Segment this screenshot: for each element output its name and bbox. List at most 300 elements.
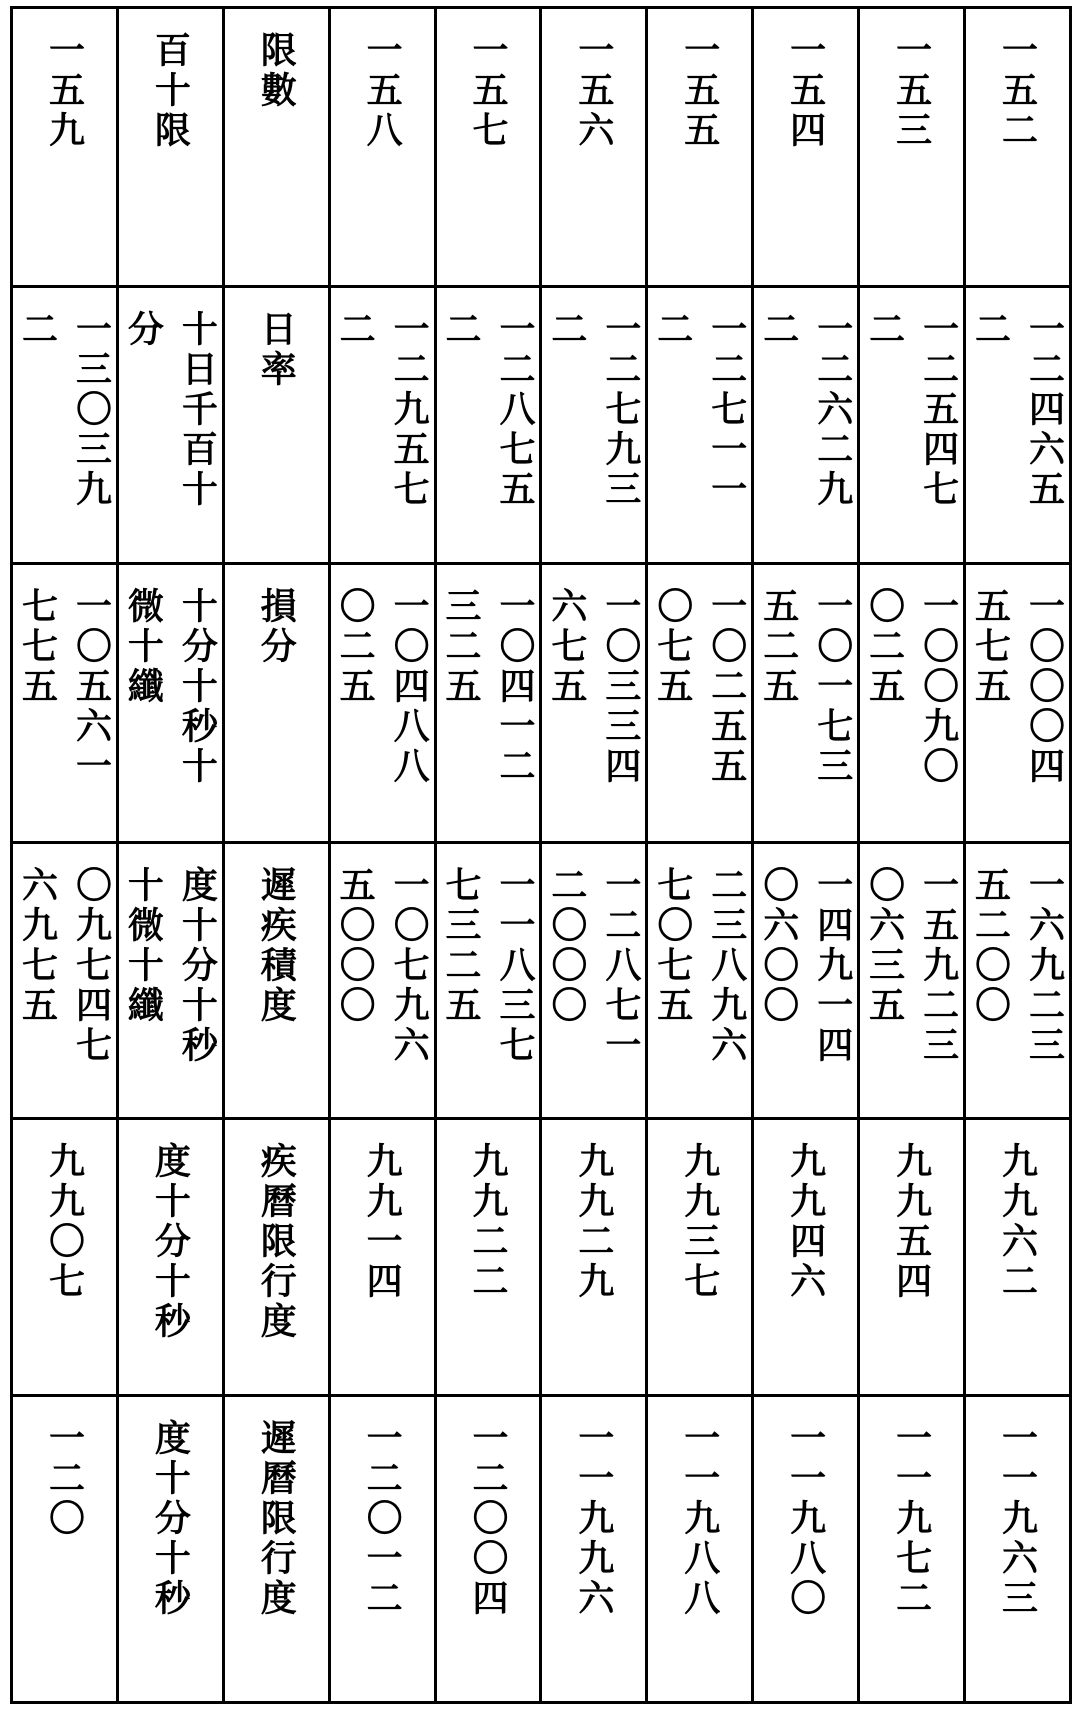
vertical-text-line [441, 310, 481, 350]
vertical-text-line [919, 587, 959, 787]
vertical-text-line [971, 310, 1011, 350]
vertical-text-line [759, 587, 799, 707]
table-cell [329, 286, 435, 563]
cell-text: 九九〇七 [43, 1142, 86, 1303]
table-cell [541, 8, 647, 287]
vertical-text-line [919, 866, 959, 1066]
vertical-text-line [998, 31, 1038, 151]
cell-text: 一一九七二 [890, 1419, 933, 1620]
table-cell [965, 1119, 1071, 1396]
table-cell [541, 286, 647, 563]
table-cell [223, 286, 329, 563]
day-rate-row [12, 286, 1071, 563]
cell-text: 損分 [255, 586, 298, 667]
vertical-text-line [362, 31, 402, 151]
cell-text-columns [863, 586, 960, 835]
table-cell [223, 1119, 329, 1396]
table-cell [117, 286, 223, 563]
vertical-text-line [653, 310, 693, 350]
cell-text-columns [125, 31, 216, 279]
cell-text-columns [337, 1142, 428, 1388]
table-cell [12, 563, 118, 842]
vertical-text-line [786, 31, 826, 151]
vertical-text-line [256, 31, 296, 111]
cell-text-columns [337, 1419, 428, 1695]
cell-text-columns [231, 1419, 322, 1695]
vertical-text-line [123, 310, 163, 350]
cell-text: 二 [334, 309, 377, 350]
cell-text: 二 [757, 309, 800, 350]
cell-text: 一〇五六一 [70, 586, 113, 787]
cell-text-columns [651, 586, 748, 835]
cell-text: 日率 [255, 309, 298, 390]
cell-text: 九九六二 [996, 1142, 1039, 1303]
cell-text-columns [654, 1142, 745, 1388]
vertical-text-line [495, 587, 535, 787]
vertical-text-line [71, 310, 111, 510]
cell-text: 二 [440, 309, 483, 350]
cell-text: 一二八七五 [494, 309, 537, 510]
table-cell [329, 563, 435, 842]
cell-text: 一五七 [467, 31, 509, 151]
vertical-text-line [865, 310, 905, 350]
cell-text: 十日千百十 [176, 309, 219, 510]
vertical-text-line [865, 866, 905, 1026]
cell-text-columns [651, 309, 748, 556]
cell-text: 五〇〇〇 [334, 865, 377, 1026]
cell-text: 度十分十秒 [149, 1142, 192, 1343]
table-cell [12, 8, 118, 287]
cell-text: 微十纖 [122, 586, 165, 707]
vertical-text-line [574, 1142, 614, 1302]
cell-text: 疾曆限行度 [255, 1142, 298, 1343]
vertical-text-line [495, 310, 535, 510]
cell-text-columns [231, 587, 322, 835]
table-cell [435, 1396, 541, 1703]
cell-text-columns [760, 31, 851, 279]
cell-text: 一〇一七三 [811, 586, 854, 787]
vertical-text-line [335, 310, 375, 350]
cell-text-columns [654, 31, 745, 279]
vertical-text-line [998, 1419, 1038, 1619]
cell-text: 一二六二九 [811, 309, 854, 510]
cell-text-columns [19, 1419, 110, 1695]
cell-text: 一〇四一二 [494, 586, 537, 787]
cell-text: 分 [122, 309, 165, 350]
cell-text: 遲曆限行度 [255, 1419, 298, 1620]
cell-text: 二 [863, 309, 906, 350]
vertical-text-line [547, 866, 587, 1026]
vertical-text-line [17, 866, 57, 1026]
vertical-text-line [653, 587, 693, 707]
table-cell [859, 842, 965, 1119]
cell-text-columns [337, 31, 428, 279]
cell-text: 九九二九 [572, 1142, 615, 1303]
cell-text: 一六九二三 [1023, 865, 1066, 1066]
cell-text-columns [760, 1419, 851, 1695]
vertical-text-line [707, 310, 747, 510]
vertical-text-line [389, 310, 429, 510]
vertical-text-line [892, 1419, 932, 1619]
cell-text: 一〇四八八 [388, 586, 431, 787]
vertical-text-line [71, 866, 111, 1066]
cell-text: 十微十纖 [122, 865, 165, 1026]
vertical-text-line [707, 866, 747, 1066]
cell-text-columns [231, 1142, 322, 1388]
cell-text-columns [231, 31, 322, 279]
cell-text-columns [440, 865, 537, 1112]
vertical-text-line [813, 866, 853, 1066]
table-cell [753, 563, 859, 842]
vertical-text-line [971, 866, 1011, 1026]
vertical-text-line [150, 31, 190, 151]
table-cell [753, 1119, 859, 1396]
cell-text: 一五六 [572, 31, 615, 151]
cell-text-columns [757, 865, 854, 1112]
cell-text-columns [757, 586, 854, 835]
vertical-text-line [601, 587, 641, 787]
table-cell [541, 563, 647, 842]
table-cell [12, 1396, 118, 1703]
cell-text-columns [16, 309, 113, 556]
cell-text-columns [866, 1419, 957, 1695]
table-cell [435, 563, 541, 842]
cell-text: 二三八九六 [705, 865, 748, 1066]
cell-text: 一一九六三 [996, 1419, 1039, 1620]
vertical-text-line [150, 1419, 190, 1619]
vertical-text-line [574, 31, 614, 151]
vertical-text-line [17, 587, 57, 707]
cell-text-columns [231, 866, 322, 1112]
cell-text: 度十分十秒 [149, 1419, 192, 1620]
vertical-text-line [919, 310, 959, 510]
cell-text-columns [231, 310, 322, 556]
vertical-text-line [150, 1142, 190, 1342]
cell-text-columns [654, 1419, 745, 1695]
vertical-text-line [44, 1142, 84, 1302]
table-cell [965, 8, 1071, 287]
vertical-text-line [547, 310, 587, 350]
table-cell [647, 286, 753, 563]
vertical-text-line [468, 31, 508, 151]
table-cell [117, 563, 223, 842]
vertical-text-line [177, 587, 217, 787]
table-cell [541, 1396, 647, 1703]
cell-text: 一五五 [678, 31, 721, 151]
cell-text-columns [545, 309, 642, 556]
vertical-text-line [123, 587, 163, 707]
vertical-text-line [653, 866, 693, 1026]
cell-text: 一五三 [890, 31, 933, 151]
table-cell [12, 842, 118, 1119]
cell-text: 七三二五 [440, 865, 483, 1026]
cell-text: 三二五 [440, 586, 483, 707]
vertical-text-line [680, 1419, 720, 1619]
cell-text: 六九七五 [16, 865, 59, 1026]
cell-text-columns [19, 1142, 110, 1388]
vertical-text-line [389, 866, 429, 1066]
slow-limit-row [12, 1396, 1071, 1703]
table-cell [647, 8, 753, 287]
cell-text: 度十分十秒 [176, 865, 219, 1066]
cell-text: 〇二五 [334, 586, 377, 707]
cell-text-columns [760, 1142, 851, 1388]
cell-text: 遲疾積度 [255, 865, 298, 1026]
vertical-text-line [786, 1142, 826, 1302]
cell-text-columns [440, 586, 537, 835]
vertical-text-line [256, 866, 296, 1026]
table-cell [329, 1119, 435, 1396]
cell-text-columns [122, 865, 219, 1112]
table-cell [753, 842, 859, 1119]
accumulated-row [12, 842, 1071, 1119]
vertical-text-line [601, 310, 641, 510]
cell-text: 一二八七一 [599, 865, 642, 1066]
vertical-text-line [335, 866, 375, 1026]
table-cell [223, 1396, 329, 1703]
vertical-text-line [335, 587, 375, 707]
cell-text-columns [863, 309, 960, 556]
cell-text-columns [122, 309, 219, 556]
vertical-text-line [813, 587, 853, 787]
table-cell [329, 842, 435, 1119]
cell-text-columns [122, 586, 219, 835]
almanac-table-container [10, 6, 1072, 1704]
cell-text-columns [443, 31, 534, 279]
cell-text-columns [125, 1142, 216, 1388]
table-cell [859, 563, 965, 842]
cell-text: 〇二五 [863, 586, 906, 707]
cell-text: 一二〇〇四 [467, 1419, 509, 1620]
vertical-text-line [998, 1142, 1038, 1302]
table-cell [859, 1396, 965, 1703]
vertical-text-line [44, 31, 84, 151]
cell-text: 一一九八〇 [784, 1419, 827, 1620]
cell-text-columns [969, 309, 1066, 556]
cell-text: 二 [969, 309, 1012, 350]
vertical-text-line [707, 587, 747, 787]
table-cell [117, 842, 223, 1119]
cell-text: 二 [545, 309, 588, 350]
cell-text: 一二七九三 [599, 309, 642, 510]
table-cell [435, 286, 541, 563]
cell-text: 二〇〇〇 [545, 865, 588, 1026]
vertical-text-line [495, 866, 535, 1066]
table-cell [753, 286, 859, 563]
vertical-text-line [680, 1142, 720, 1302]
vertical-text-line [177, 310, 217, 510]
cell-text-columns [19, 31, 110, 279]
cell-text-columns [443, 1142, 534, 1388]
table-cell [223, 842, 329, 1119]
cell-text: 限數 [255, 31, 298, 111]
vertical-text-line [256, 310, 296, 390]
table-cell [859, 286, 965, 563]
table-cell [435, 842, 541, 1119]
cell-text-columns [969, 865, 1066, 1112]
vertical-text-line [256, 587, 296, 667]
table-cell [965, 842, 1071, 1119]
cell-text: 七七五 [16, 586, 59, 707]
cell-text: 一〇七九六 [388, 865, 431, 1066]
cell-text: 〇七五 [651, 586, 694, 707]
cell-text-columns [545, 586, 642, 835]
table-cell [859, 1119, 965, 1396]
cell-text: 〇九七四七 [70, 865, 113, 1066]
cell-text-columns [972, 1419, 1063, 1695]
cell-text: 一一九九六 [572, 1419, 615, 1620]
vertical-text-line [759, 866, 799, 1026]
table-cell [541, 1119, 647, 1396]
cell-text: 一三〇三九 [70, 309, 113, 510]
cell-text: 九九三七 [678, 1142, 721, 1303]
table-cell [541, 842, 647, 1119]
vertical-text-line [574, 1419, 614, 1619]
vertical-text-line [123, 866, 163, 1026]
cell-text: 一五二 [996, 31, 1039, 151]
cell-text: 一二〇 [43, 1419, 86, 1540]
table-cell [117, 1396, 223, 1703]
cell-text-columns [863, 865, 960, 1112]
almanac-table [10, 6, 1072, 1704]
table-cell [12, 286, 118, 563]
table-cell [223, 563, 329, 842]
cell-text: 一一九八八 [678, 1419, 721, 1620]
table-cell [965, 563, 1071, 842]
vertical-text-line [601, 866, 641, 1066]
vertical-text-line [547, 587, 587, 707]
cell-text: 一四九一四 [811, 865, 854, 1066]
cell-text: 一一八三七 [494, 865, 537, 1066]
cell-text-columns [16, 865, 113, 1112]
vertical-text-line [468, 1142, 508, 1302]
vertical-text-line [389, 587, 429, 787]
cell-text: 一〇二五五 [705, 586, 748, 787]
cell-text-columns [125, 1419, 216, 1695]
vertical-text-line [1025, 587, 1065, 787]
vertical-text-line [362, 1419, 402, 1619]
table-cell [117, 8, 223, 287]
vertical-text-line [680, 31, 720, 151]
table-cell [859, 8, 965, 287]
vertical-text-line [17, 310, 57, 350]
cell-text: 七〇七五 [651, 865, 694, 1026]
cell-text: 一〇〇〇四 [1023, 586, 1066, 787]
cell-text-columns [334, 309, 431, 556]
cell-text-columns [334, 865, 431, 1112]
cell-text: 一二九五七 [388, 309, 431, 510]
cell-text-columns [545, 865, 642, 1112]
vertical-text-line [1025, 310, 1065, 510]
cell-text: 九九五四 [890, 1142, 933, 1303]
fast-limit-row [12, 1119, 1071, 1396]
vertical-text-line [1025, 866, 1065, 1066]
cell-text: 一五九二三 [917, 865, 960, 1066]
cell-text: 九九一四 [361, 1142, 404, 1303]
cell-text-columns [972, 1142, 1063, 1388]
cell-text: 二 [651, 309, 694, 350]
table-cell [435, 8, 541, 287]
table-cell [329, 8, 435, 287]
table-cell [223, 8, 329, 287]
cell-text-columns [548, 1142, 639, 1388]
cell-text: 一五四 [784, 31, 827, 151]
table-cell [435, 1119, 541, 1396]
table-cell [647, 1396, 753, 1703]
cell-text-columns [440, 309, 537, 556]
cell-text-columns [866, 1142, 957, 1388]
vertical-text-line [759, 310, 799, 350]
vertical-text-line [441, 866, 481, 1026]
cell-text: 一〇〇九〇 [917, 586, 960, 787]
cell-text: 二 [16, 309, 59, 350]
cell-text: 五二五 [757, 586, 800, 707]
cell-text-columns [548, 31, 639, 279]
cell-text: 九九二二 [467, 1142, 509, 1303]
table-cell [753, 8, 859, 287]
cell-text-columns [443, 1419, 534, 1695]
vertical-text-line [468, 1419, 508, 1619]
vertical-text-line [71, 587, 111, 787]
vertical-text-line [256, 1419, 296, 1619]
cell-text: 一二四六五 [1023, 309, 1066, 510]
table-cell [117, 1119, 223, 1396]
table-cell [965, 1396, 1071, 1703]
table-cell [965, 286, 1071, 563]
cell-text-columns [866, 31, 957, 279]
table-cell [647, 842, 753, 1119]
cell-text-columns [651, 865, 748, 1112]
vertical-text-line [441, 587, 481, 707]
vertical-text-line [813, 310, 853, 510]
cell-text: 〇六〇〇 [757, 865, 800, 1026]
cell-text-columns [548, 1419, 639, 1695]
cell-text: 十分十秒十 [176, 586, 219, 787]
cell-text-columns [16, 586, 113, 835]
cell-text: 一二〇一二 [361, 1419, 404, 1620]
vertical-text-line [256, 1142, 296, 1342]
cell-text: 一二五四七 [917, 309, 960, 510]
cell-text: 九九四六 [784, 1142, 827, 1303]
cell-text: 一五八 [361, 31, 404, 151]
cell-text: 百十限 [149, 31, 192, 151]
vertical-text-line [177, 866, 217, 1066]
header-row [12, 8, 1071, 287]
cell-text-columns [969, 586, 1066, 835]
cell-text-columns [757, 309, 854, 556]
vertical-text-line [892, 1142, 932, 1302]
cell-text-columns [972, 31, 1063, 279]
cell-text: 一〇三三四 [599, 586, 642, 787]
cell-text-columns [334, 586, 431, 835]
cell-text: 〇六三五 [863, 865, 906, 1026]
vertical-text-line [44, 1419, 84, 1539]
loss-row [12, 563, 1071, 842]
vertical-text-line [865, 587, 905, 707]
table-cell [753, 1396, 859, 1703]
table-cell [12, 1119, 118, 1396]
cell-text: 六七五 [545, 586, 588, 707]
vertical-text-line [971, 587, 1011, 707]
table-cell [329, 1396, 435, 1703]
vertical-text-line [892, 31, 932, 151]
cell-text: 五七五 [969, 586, 1012, 707]
cell-text: 一五九 [43, 31, 86, 151]
cell-text: 五二〇〇 [969, 865, 1012, 1026]
vertical-text-line [786, 1419, 826, 1619]
table-cell [647, 1119, 753, 1396]
cell-text: 一二七一一 [705, 309, 748, 510]
